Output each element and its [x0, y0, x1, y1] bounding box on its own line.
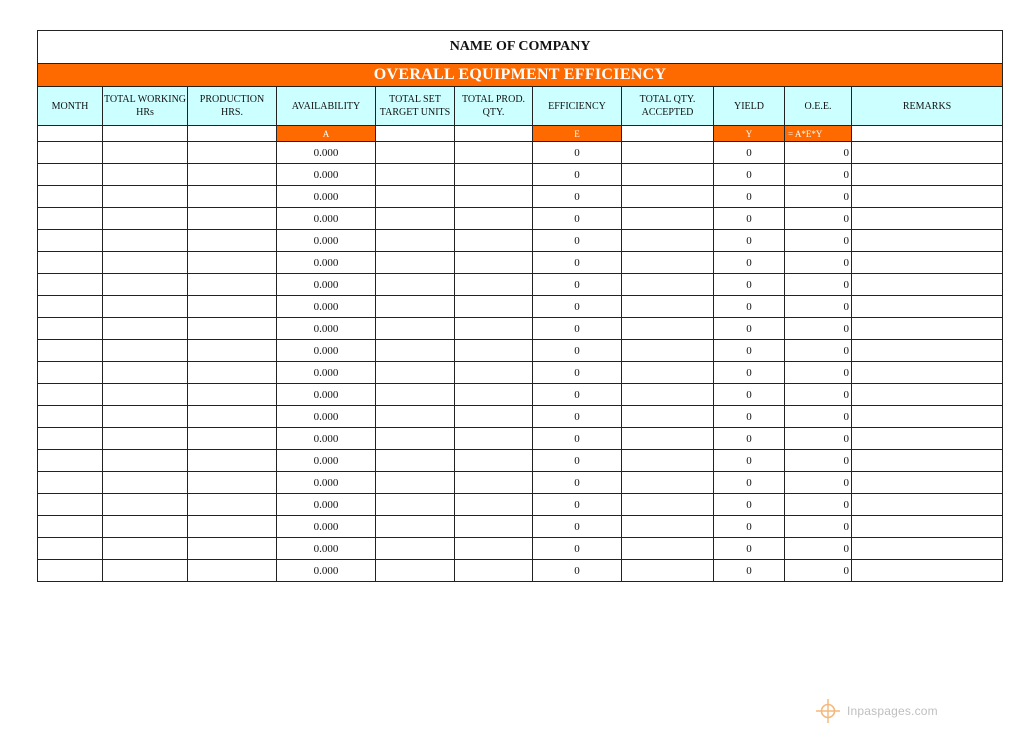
- header-total-set-target-units[interactable]: TOTAL SET TARGET UNITS: [376, 87, 455, 126]
- cell-total-qty-accepted[interactable]: [622, 450, 714, 472]
- cell-availability[interactable]: 0.000: [277, 296, 376, 318]
- cell-total-set-target-units[interactable]: [376, 516, 455, 538]
- cell-oee[interactable]: 0: [785, 274, 852, 296]
- cell-production-hrs[interactable]: [188, 384, 277, 406]
- cell-total-set-target-units[interactable]: [376, 428, 455, 450]
- cell-oee[interactable]: 0: [785, 296, 852, 318]
- cell-total-set-target-units[interactable]: [376, 406, 455, 428]
- cell-total-working-hrs[interactable]: [103, 296, 188, 318]
- cell-remarks[interactable]: [852, 538, 1003, 560]
- table-row: [38, 406, 1003, 428]
- cell-total-set-target-units[interactable]: [376, 164, 455, 186]
- cell-month[interactable]: [38, 450, 103, 472]
- cell-total-prod-qty[interactable]: [455, 274, 533, 296]
- cell-remarks[interactable]: [852, 516, 1003, 538]
- cell-month[interactable]: [38, 274, 103, 296]
- cell-total-working-hrs[interactable]: [103, 472, 188, 494]
- column-header-row: [38, 87, 1003, 126]
- cell-availability[interactable]: 0.000: [277, 230, 376, 252]
- code-total-qty-accepted[interactable]: [622, 126, 714, 142]
- cell-total-prod-qty[interactable]: [455, 142, 533, 164]
- cell-production-hrs[interactable]: [188, 450, 277, 472]
- cell-efficiency[interactable]: 0: [533, 252, 622, 274]
- cell-availability[interactable]: 0.000: [277, 428, 376, 450]
- cell-availability[interactable]: 0.000: [277, 384, 376, 406]
- cell-oee[interactable]: 0: [785, 142, 852, 164]
- header-remarks[interactable]: REMARKS: [852, 87, 1003, 126]
- cell-total-working-hrs[interactable]: [103, 164, 188, 186]
- cell-oee[interactable]: 0: [785, 340, 852, 362]
- header-yield[interactable]: YIELD: [714, 87, 785, 126]
- cell-yield[interactable]: 0: [714, 164, 785, 186]
- cell-total-qty-accepted[interactable]: [622, 340, 714, 362]
- cell-oee[interactable]: 0: [785, 164, 852, 186]
- cell-month[interactable]: [38, 362, 103, 384]
- cell-availability[interactable]: 0.000: [277, 538, 376, 560]
- cell-yield[interactable]: 0: [714, 252, 785, 274]
- cell-oee[interactable]: 0: [785, 538, 852, 560]
- cell-efficiency[interactable]: 0: [533, 384, 622, 406]
- cell-oee[interactable]: 0: [785, 494, 852, 516]
- cell-yield[interactable]: 0: [714, 538, 785, 560]
- code-production-hrs[interactable]: [188, 126, 277, 142]
- header-production-hrs[interactable]: PRODUCTION HRS.: [188, 87, 277, 126]
- code-total-set-target-units[interactable]: [376, 126, 455, 142]
- cell-oee[interactable]: 0: [785, 208, 852, 230]
- cell-efficiency[interactable]: 0: [533, 494, 622, 516]
- cell-remarks[interactable]: [852, 296, 1003, 318]
- cell-total-set-target-units[interactable]: [376, 362, 455, 384]
- cell-total-qty-accepted[interactable]: [622, 560, 714, 582]
- table-row: [38, 560, 1003, 582]
- cell-remarks[interactable]: [852, 472, 1003, 494]
- cell-total-working-hrs[interactable]: [103, 516, 188, 538]
- cell-availability[interactable]: 0.000: [277, 340, 376, 362]
- cell-yield[interactable]: 0: [714, 230, 785, 252]
- cell-total-working-hrs[interactable]: [103, 428, 188, 450]
- cell-yield[interactable]: 0: [714, 208, 785, 230]
- cell-total-prod-qty[interactable]: [455, 560, 533, 582]
- cell-yield[interactable]: 0: [714, 318, 785, 340]
- code-total-prod-qty[interactable]: [455, 126, 533, 142]
- cell-yield[interactable]: 0: [714, 472, 785, 494]
- cell-total-set-target-units[interactable]: [376, 142, 455, 164]
- cell-total-qty-accepted[interactable]: [622, 472, 714, 494]
- cell-total-qty-accepted[interactable]: [622, 252, 714, 274]
- cell-oee[interactable]: 0: [785, 362, 852, 384]
- cell-total-qty-accepted[interactable]: [622, 296, 714, 318]
- table-row: [38, 428, 1003, 450]
- cell-month[interactable]: [38, 538, 103, 560]
- table-row: [38, 318, 1003, 340]
- header-total-qty-accepted[interactable]: TOTAL QTY. ACCEPTED: [622, 87, 714, 126]
- cell-production-hrs[interactable]: [188, 538, 277, 560]
- code-efficiency[interactable]: E: [533, 126, 622, 142]
- cell-total-qty-accepted[interactable]: [622, 538, 714, 560]
- cell-total-qty-accepted[interactable]: [622, 516, 714, 538]
- cell-production-hrs[interactable]: [188, 208, 277, 230]
- cell-yield[interactable]: 0: [714, 516, 785, 538]
- cell-total-set-target-units[interactable]: [376, 450, 455, 472]
- cell-availability[interactable]: 0.000: [277, 406, 376, 428]
- cell-month[interactable]: [38, 340, 103, 362]
- cell-total-working-hrs[interactable]: [103, 450, 188, 472]
- cell-total-prod-qty[interactable]: [455, 230, 533, 252]
- table-row: [38, 384, 1003, 406]
- cell-remarks[interactable]: [852, 406, 1003, 428]
- code-oee[interactable]: = A*E*Y: [785, 126, 852, 142]
- cell-month[interactable]: [38, 296, 103, 318]
- cell-total-qty-accepted[interactable]: [622, 362, 714, 384]
- cell-efficiency[interactable]: 0: [533, 274, 622, 296]
- cell-availability[interactable]: 0.000: [277, 208, 376, 230]
- cell-production-hrs[interactable]: [188, 296, 277, 318]
- cell-efficiency[interactable]: 0: [533, 428, 622, 450]
- cell-month[interactable]: [38, 494, 103, 516]
- table-row: [38, 340, 1003, 362]
- cell-availability[interactable]: 0.000: [277, 164, 376, 186]
- table-row: [38, 186, 1003, 208]
- cell-yield[interactable]: 0: [714, 560, 785, 582]
- cell-production-hrs[interactable]: [188, 472, 277, 494]
- cell-total-set-target-units[interactable]: [376, 538, 455, 560]
- cell-remarks[interactable]: [852, 318, 1003, 340]
- cell-total-set-target-units[interactable]: [376, 318, 455, 340]
- cell-efficiency[interactable]: 0: [533, 538, 622, 560]
- company-row: [38, 31, 1003, 64]
- header-efficiency[interactable]: EFFICIENCY: [533, 87, 622, 126]
- cell-efficiency[interactable]: 0: [533, 560, 622, 582]
- cell-total-working-hrs[interactable]: [103, 274, 188, 296]
- cell-total-qty-accepted[interactable]: [622, 164, 714, 186]
- header-month[interactable]: MONTH: [38, 87, 103, 126]
- cell-total-qty-accepted[interactable]: [622, 186, 714, 208]
- table-row: [38, 208, 1003, 230]
- cell-production-hrs[interactable]: [188, 494, 277, 516]
- cell-total-set-target-units[interactable]: [376, 230, 455, 252]
- cell-month[interactable]: [38, 560, 103, 582]
- cell-production-hrs[interactable]: [188, 318, 277, 340]
- cell-month[interactable]: [38, 230, 103, 252]
- cell-total-working-hrs[interactable]: [103, 208, 188, 230]
- cell-production-hrs[interactable]: [188, 428, 277, 450]
- cell-total-working-hrs[interactable]: [103, 186, 188, 208]
- cell-remarks[interactable]: [852, 384, 1003, 406]
- sheet-title[interactable]: OVERALL EQUIPMENT EFFICIENCY: [38, 64, 1003, 87]
- code-availability[interactable]: A: [277, 126, 376, 142]
- cell-oee[interactable]: 0: [785, 252, 852, 274]
- cell-oee[interactable]: 0: [785, 516, 852, 538]
- cell-efficiency[interactable]: 0: [533, 208, 622, 230]
- cell-efficiency[interactable]: 0: [533, 450, 622, 472]
- cell-total-prod-qty[interactable]: [455, 208, 533, 230]
- cell-total-prod-qty[interactable]: [455, 384, 533, 406]
- cell-production-hrs[interactable]: [188, 252, 277, 274]
- cell-total-qty-accepted[interactable]: [622, 208, 714, 230]
- header-total-prod-qty[interactable]: TOTAL PROD. QTY.: [455, 87, 533, 126]
- cell-production-hrs[interactable]: [188, 186, 277, 208]
- table-row: [38, 472, 1003, 494]
- cell-total-working-hrs[interactable]: [103, 252, 188, 274]
- table-row: [38, 296, 1003, 318]
- table-row: [38, 362, 1003, 384]
- cell-total-prod-qty[interactable]: [455, 538, 533, 560]
- cell-availability[interactable]: 0.000: [277, 274, 376, 296]
- cell-month[interactable]: [38, 142, 103, 164]
- cell-remarks[interactable]: [852, 252, 1003, 274]
- cell-month[interactable]: [38, 406, 103, 428]
- cell-total-prod-qty[interactable]: [455, 362, 533, 384]
- cell-yield[interactable]: 0: [714, 186, 785, 208]
- cell-availability[interactable]: 0.000: [277, 186, 376, 208]
- header-availability[interactable]: AVAILABILITY: [277, 87, 376, 126]
- cell-total-set-target-units[interactable]: [376, 472, 455, 494]
- code-remarks[interactable]: [852, 126, 1003, 142]
- cell-production-hrs[interactable]: [188, 560, 277, 582]
- cell-production-hrs[interactable]: [188, 274, 277, 296]
- cell-yield[interactable]: 0: [714, 384, 785, 406]
- cell-remarks[interactable]: [852, 230, 1003, 252]
- cell-total-working-hrs[interactable]: [103, 142, 188, 164]
- cell-efficiency[interactable]: 0: [533, 340, 622, 362]
- cell-total-prod-qty[interactable]: [455, 340, 533, 362]
- code-total-working-hrs[interactable]: [103, 126, 188, 142]
- cell-efficiency[interactable]: 0: [533, 406, 622, 428]
- cell-yield[interactable]: 0: [714, 274, 785, 296]
- cell-remarks[interactable]: [852, 274, 1003, 296]
- cell-month[interactable]: [38, 516, 103, 538]
- cell-total-prod-qty[interactable]: [455, 296, 533, 318]
- cell-yield[interactable]: 0: [714, 428, 785, 450]
- cell-month[interactable]: [38, 252, 103, 274]
- cell-remarks[interactable]: [852, 560, 1003, 582]
- cell-remarks[interactable]: [852, 164, 1003, 186]
- cell-month[interactable]: [38, 164, 103, 186]
- cell-availability[interactable]: 0.000: [277, 472, 376, 494]
- cell-oee[interactable]: 0: [785, 428, 852, 450]
- cell-production-hrs[interactable]: [188, 406, 277, 428]
- cell-production-hrs[interactable]: [188, 164, 277, 186]
- cell-month[interactable]: [38, 472, 103, 494]
- cell-efficiency[interactable]: 0: [533, 142, 622, 164]
- cell-total-qty-accepted[interactable]: [622, 384, 714, 406]
- cell-remarks[interactable]: [852, 362, 1003, 384]
- cell-availability[interactable]: 0.000: [277, 252, 376, 274]
- cell-total-set-target-units[interactable]: [376, 186, 455, 208]
- cell-total-prod-qty[interactable]: [455, 472, 533, 494]
- oee-sheet: [37, 30, 1003, 582]
- cell-oee[interactable]: 0: [785, 560, 852, 582]
- cell-efficiency[interactable]: 0: [533, 472, 622, 494]
- table-row: [38, 252, 1003, 274]
- cell-total-prod-qty[interactable]: [455, 428, 533, 450]
- cell-total-qty-accepted[interactable]: [622, 428, 714, 450]
- cell-oee[interactable]: 0: [785, 318, 852, 340]
- cell-production-hrs[interactable]: [188, 340, 277, 362]
- cell-total-qty-accepted[interactable]: [622, 230, 714, 252]
- cell-remarks[interactable]: [852, 142, 1003, 164]
- cell-total-working-hrs[interactable]: [103, 538, 188, 560]
- cell-availability[interactable]: 0.000: [277, 142, 376, 164]
- watermark-text: Inpaspages.com: [847, 704, 938, 718]
- cell-month[interactable]: [38, 208, 103, 230]
- cell-yield[interactable]: 0: [714, 494, 785, 516]
- cell-total-prod-qty[interactable]: [455, 164, 533, 186]
- cell-efficiency[interactable]: 0: [533, 362, 622, 384]
- cell-total-qty-accepted[interactable]: [622, 318, 714, 340]
- title-row: [38, 64, 1003, 87]
- cell-availability[interactable]: 0.000: [277, 560, 376, 582]
- cell-availability[interactable]: 0.000: [277, 362, 376, 384]
- cell-efficiency[interactable]: 0: [533, 296, 622, 318]
- cell-total-prod-qty[interactable]: [455, 494, 533, 516]
- cell-efficiency[interactable]: 0: [533, 318, 622, 340]
- cell-oee[interactable]: 0: [785, 406, 852, 428]
- cell-total-set-target-units[interactable]: [376, 494, 455, 516]
- crosshair-logo-icon: [815, 698, 841, 724]
- cell-total-prod-qty[interactable]: [455, 406, 533, 428]
- code-month[interactable]: [38, 126, 103, 142]
- formula-code-row: [38, 126, 1003, 142]
- cell-yield[interactable]: 0: [714, 142, 785, 164]
- table-row: [38, 230, 1003, 252]
- cell-total-set-target-units[interactable]: [376, 340, 455, 362]
- cell-month[interactable]: [38, 318, 103, 340]
- cell-total-prod-qty[interactable]: [455, 516, 533, 538]
- cell-total-working-hrs[interactable]: [103, 230, 188, 252]
- cell-total-set-target-units[interactable]: [376, 384, 455, 406]
- cell-month[interactable]: [38, 186, 103, 208]
- cell-yield[interactable]: 0: [714, 340, 785, 362]
- cell-total-qty-accepted[interactable]: [622, 142, 714, 164]
- cell-oee[interactable]: 0: [785, 384, 852, 406]
- cell-availability[interactable]: 0.000: [277, 450, 376, 472]
- cell-total-working-hrs[interactable]: [103, 362, 188, 384]
- cell-efficiency[interactable]: 0: [533, 230, 622, 252]
- cell-efficiency[interactable]: 0: [533, 516, 622, 538]
- table-row: [38, 516, 1003, 538]
- cell-yield[interactable]: 0: [714, 450, 785, 472]
- cell-total-qty-accepted[interactable]: [622, 494, 714, 516]
- cell-yield[interactable]: 0: [714, 362, 785, 384]
- cell-production-hrs[interactable]: [188, 362, 277, 384]
- cell-availability[interactable]: 0.000: [277, 516, 376, 538]
- table-row: [38, 274, 1003, 296]
- cell-total-working-hrs[interactable]: [103, 384, 188, 406]
- cell-total-working-hrs[interactable]: [103, 318, 188, 340]
- header-total-working-hrs[interactable]: TOTAL WORKING HRs: [103, 87, 188, 126]
- cell-remarks[interactable]: [852, 494, 1003, 516]
- cell-oee[interactable]: 0: [785, 472, 852, 494]
- cell-total-prod-qty[interactable]: [455, 318, 533, 340]
- cell-month[interactable]: [38, 428, 103, 450]
- cell-yield[interactable]: 0: [714, 406, 785, 428]
- cell-remarks[interactable]: [852, 186, 1003, 208]
- cell-availability[interactable]: 0.000: [277, 494, 376, 516]
- cell-remarks[interactable]: [852, 428, 1003, 450]
- cell-remarks[interactable]: [852, 450, 1003, 472]
- cell-total-prod-qty[interactable]: [455, 252, 533, 274]
- table-row: [38, 538, 1003, 560]
- cell-month[interactable]: [38, 384, 103, 406]
- cell-oee[interactable]: 0: [785, 230, 852, 252]
- cell-yield[interactable]: 0: [714, 296, 785, 318]
- table-row: [38, 142, 1003, 164]
- cell-efficiency[interactable]: 0: [533, 186, 622, 208]
- cell-total-set-target-units[interactable]: [376, 208, 455, 230]
- company-name[interactable]: NAME OF COMPANY: [38, 31, 1003, 64]
- cell-total-qty-accepted[interactable]: [622, 274, 714, 296]
- cell-total-prod-qty[interactable]: [455, 450, 533, 472]
- cell-total-set-target-units[interactable]: [376, 252, 455, 274]
- cell-total-set-target-units[interactable]: [376, 560, 455, 582]
- watermark: [815, 697, 938, 725]
- cell-availability[interactable]: 0.000: [277, 318, 376, 340]
- cell-oee[interactable]: 0: [785, 186, 852, 208]
- header-oee[interactable]: O.E.E.: [785, 87, 852, 126]
- cell-production-hrs[interactable]: [188, 516, 277, 538]
- cell-total-set-target-units[interactable]: [376, 296, 455, 318]
- cell-total-prod-qty[interactable]: [455, 186, 533, 208]
- cell-total-working-hrs[interactable]: [103, 406, 188, 428]
- cell-total-working-hrs[interactable]: [103, 494, 188, 516]
- cell-total-qty-accepted[interactable]: [622, 406, 714, 428]
- table-row: [38, 164, 1003, 186]
- table-row: [38, 450, 1003, 472]
- cell-remarks[interactable]: [852, 208, 1003, 230]
- cell-total-working-hrs[interactable]: [103, 560, 188, 582]
- cell-total-working-hrs[interactable]: [103, 340, 188, 362]
- table-row: [38, 494, 1003, 516]
- cell-remarks[interactable]: [852, 340, 1003, 362]
- cell-production-hrs[interactable]: [188, 142, 277, 164]
- cell-efficiency[interactable]: 0: [533, 164, 622, 186]
- cell-oee[interactable]: 0: [785, 450, 852, 472]
- cell-production-hrs[interactable]: [188, 230, 277, 252]
- code-yield[interactable]: Y: [714, 126, 785, 142]
- cell-total-set-target-units[interactable]: [376, 274, 455, 296]
